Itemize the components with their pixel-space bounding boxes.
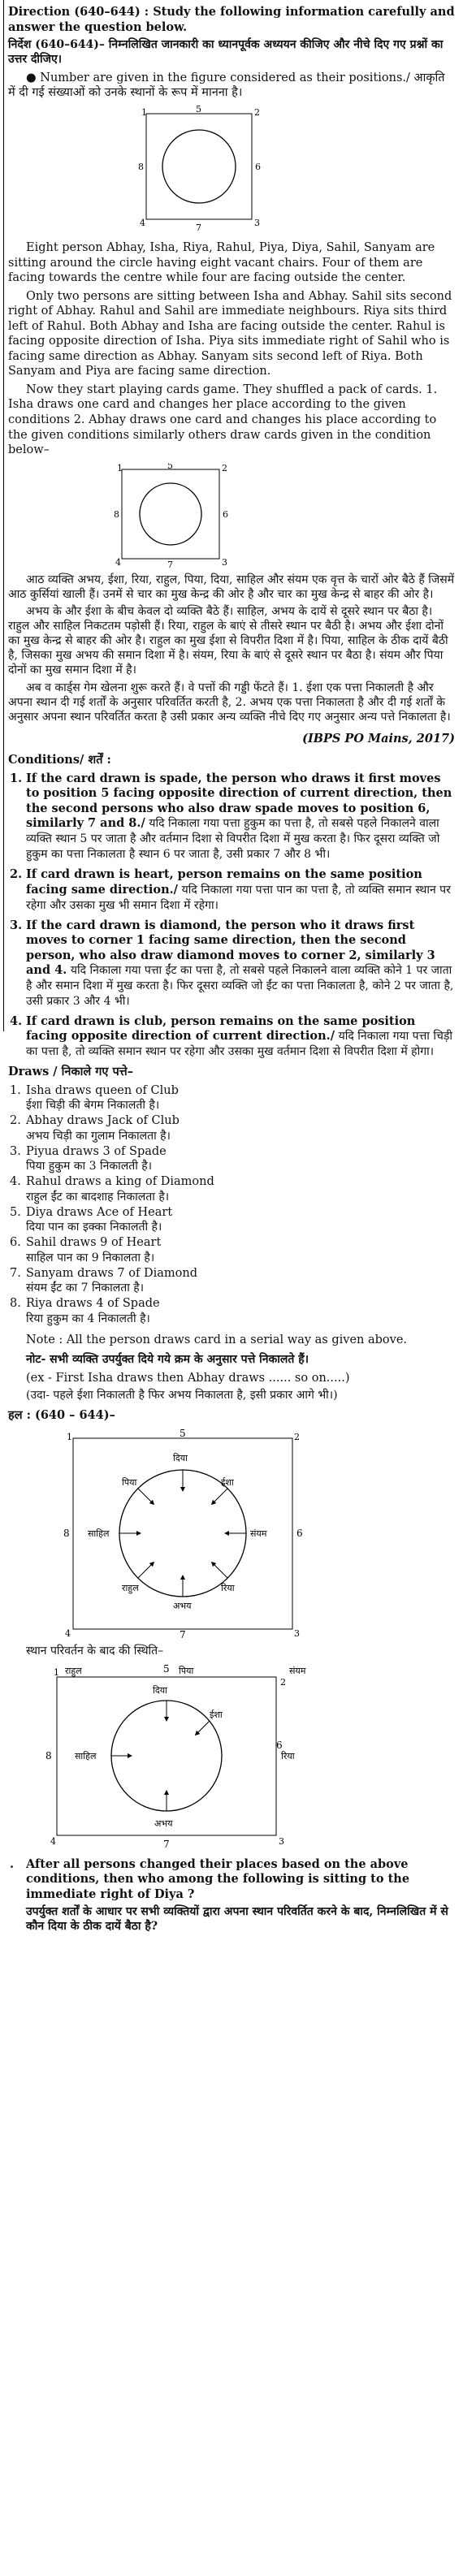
- fig2-label-1: 1: [117, 462, 123, 473]
- fig1-label-3: 3: [254, 218, 260, 228]
- fig2-label-7: 7: [167, 559, 173, 568]
- svg-text:1: 1: [67, 1431, 72, 1442]
- conditions-list: [8, 772, 455, 1060]
- svg-text:4: 4: [50, 1835, 56, 1847]
- draw-item: 8. Riya draws 4 of Spade रिया हुकुम का 4 निकालती है।: [10, 1296, 160, 1325]
- fig2-label-3: 3: [222, 556, 227, 568]
- direction-en: Direction (640–644) : Study the following information carefully and answer the question below.: [8, 5, 455, 34]
- example-en: (ex - First Isha draws then Abhay draws ...... so on.....): [26, 1371, 350, 1385]
- passage-en-3: Now they start playing cards game. They shuffled a pack of cards. 1. Isha draws one card and changes her place according to the given conditions 2. Abhay draws one card and changes his place according to the given conditions similarly others draw cards given in the condition below–: [8, 383, 438, 457]
- draw-item: 1. Isha draws queen of Club ईशा चिड़ी की बेगम निकालती है।: [10, 1083, 179, 1113]
- passage-hi-1: आठ व्यक्ति अभय, ईशा, रिया, राहुल, पिया, दिया, साहिल और संयम एक वृत्त के चारों ओर बैठे हैं जिसमें आठ कुर्सियां खाली हैं। उनमें से चार का मुख केन्द्र की ओर है और चार का मुख केन्द्र से बाहर की ओर है।: [8, 573, 455, 601]
- condition-item: 2. If card drawn is heart, person remains on the same position facing same direction./ यदि निकाला गया पत्ता पान का पत्ता है, तो व्यक्ति समान स्थान पर रहेगा और उसका मुख भी समान दिशा में रहेगा।: [10, 867, 451, 912]
- fig2-label-4: 4: [115, 556, 121, 568]
- fig1-label-7: 7: [196, 223, 201, 233]
- question-en: After all persons changed their places based on the above conditions, then who among the following is sitting to the immediate right of Diya ?: [26, 1856, 410, 1901]
- note-hi: नोट- सभी व्यक्ति उपर्युक्त दिये गये क्रम के अनुसार पत्ते निकालते हैं।: [26, 1352, 309, 1366]
- source-label: (IBPS PO Mains, 2017): [302, 731, 455, 746]
- final-arrangement-figure: [8, 1664, 455, 1851]
- svg-text:4: 4: [65, 1627, 71, 1639]
- svg-text:2: 2: [280, 1676, 286, 1688]
- condition-item: 4. If card drawn is club, person remains on the same position facing opposite direction of current direction./ यदि निकाला गया पत्ता चिड़ी का पत्ता है, तो व्यक्ति समान स्थान पर रहेगा और उसका मुख वर्तमान दिशा से विपरीत दिशा में होगा।: [10, 1014, 452, 1059]
- svg-text:5: 5: [180, 1428, 186, 1439]
- svg-text:1: 1: [54, 1666, 59, 1678]
- svg-text:6: 6: [296, 1527, 303, 1539]
- svg-text:3: 3: [294, 1627, 300, 1639]
- fig4-isha: ईशा: [210, 1709, 223, 1720]
- after-change-label: स्थान परिवर्तन के बाद की स्थिति–: [26, 1644, 164, 1658]
- fig1-label-6: 6: [255, 162, 261, 172]
- note-en: Note : All the person draws card in a serial way as given above.: [26, 1333, 408, 1347]
- fig3-isha: ईशा: [221, 1476, 234, 1488]
- fig3-piya: पिया: [122, 1476, 137, 1488]
- svg-text:7: 7: [180, 1628, 186, 1640]
- fig4-sanyam: संयम: [289, 1665, 306, 1676]
- passage-en-1: Eight person Abhay, Isha, Riya, Rahul, Piya, Diya, Sahil, Sanyam are sitting around the circle having eight vacant chairs. Four of them are facing towards the centre while four are facing outside the center.: [8, 241, 435, 285]
- fig2-label-8: 8: [114, 508, 119, 520]
- svg-text:8: 8: [63, 1527, 70, 1539]
- fig2-label-2: 2: [222, 462, 227, 473]
- example-hi: (उदा- पहले ईशा निकालती है फिर अभय निकालता है, इसी प्रकार आगे भी।): [26, 1389, 338, 1403]
- number-note: ● Number are given in the figure considered as their positions./ आकृति में दी गई संख्याओं को उनके स्थानों के रूप में मानना है।: [8, 71, 445, 100]
- draw-item: 4. Rahul draws a king of Diamond राहुल ईंट का बादशाह निकालता है।: [10, 1175, 214, 1204]
- fig4-sahil: साहिल: [75, 1750, 97, 1761]
- draw-item: 3. Piyua draws 3 of Spade पिया हुकुम का 3 निकालती है।: [10, 1144, 167, 1173]
- condition-item: 1. If the card drawn is spade, the person who draws it first moves to position 5 facing opposite direction of current direction, then the second persons who also draw spade moves to position 6, similarly 7 and 8./ यदि निकाला गया पत्ता हुकुम का पत्ता है, तो सबसे पहले निकालने वाला व्यक्ति स्थान 5 पर जाता है और वर्तमान दिशा से विपरीत दिशा में मुख करता है। फिर दूसरा व्यक्ति जो हुकुम का पत्ता निकालता है स्थान 6 पर जाता है, उसी प्रकार 7 और 8 भी।: [10, 771, 452, 862]
- draws-list: [8, 1083, 455, 1327]
- fig3-abhay: अभय: [173, 1600, 192, 1611]
- svg-text:3: 3: [279, 1835, 284, 1847]
- passage-en-2: Only two persons are sitting between Isha and Abhay. Sahil sits second right of Abhay. Rahul and Sahil are immediate neighbours. Riya sits third left of Rahul. Both Abhay and Isha are facing outside the center. Rahul is facing opposite direction of Isha. Piya sits immediate right of Sahil who is facing same direction as Abhay. Sanyam sits second left of Riya. Both Sanyam and Piya are facing same direction.: [8, 289, 452, 378]
- fig3-riya: रिया: [221, 1582, 235, 1593]
- draws-title: Draws / निकाले गए पत्ते–: [8, 1065, 133, 1079]
- fig4-abhay: अभय: [154, 1817, 173, 1829]
- solution-label: हल : (640 – 644)–: [8, 1408, 115, 1423]
- fig3-diya: दिया: [173, 1452, 188, 1463]
- question-hi: उपर्युक्त शर्तों के आधार पर सभी व्यक्तियों द्वारा अपना स्थान परिवर्तित करने के बाद, निम्नलिखित में से कौन दिया के ठीक दायें बैठा है?: [26, 1905, 448, 1934]
- draw-item: 6. Sahil draws 9 of Heart साहिल पान का 9 निकालता है।: [10, 1236, 162, 1264]
- draw-item: 7. Sanyam draws 7 of Diamond संयम ईंट का 7 निकालता है।: [10, 1266, 197, 1295]
- initial-arrangement-figure: [8, 1428, 455, 1640]
- fig3-sahil: साहिल: [88, 1528, 110, 1539]
- svg-text:6: 6: [276, 1739, 283, 1751]
- seating-figure-empty-2: [8, 463, 455, 568]
- fig2-label-6: 6: [223, 508, 228, 520]
- condition-item: 3. If the card drawn is diamond, the person who it draws first moves to corner 1 facing same direction, then the second person, who also draw diamond moves to corner 2, similarly 3 and 4. यदि निकाला गया पत्ता ईंट का पत्ता है, तो सबसे पहले निकालने वाला व्यक्ति कोने 1 पर जाता है और समान दिशा में मुख करता है। फिर दूसरा व्यक्ति जो ईंट का पत्ता निकालता है, कोने 2 पर जाता है, उसी प्रकार 3 और 4 भी।: [10, 918, 454, 1008]
- fig1-label-2: 2: [254, 107, 260, 118]
- draw-item: 2. Abhay draws Jack of Club अभय चिड़ी का गुलाम निकालता है।: [10, 1114, 180, 1143]
- direction-hi: निर्देश (640–644)– निम्नलिखित जानकारी का ध्यानपूर्वक अध्ययन कीजिए और नीचे दिए गए प्रश्नों का उत्तर दीजिए।: [8, 38, 444, 66]
- margin-rule: [3, 0, 4, 1031]
- question-block: . After all persons changed their places based on the above conditions, then who among the following is sitting to the immediate right of Diya ? उपर्युक्त शर्तों के आधार पर सभी व्यक्तियों द्वारा अपना स्थान परिवर्तित करने के बाद, निम्नलिखित में से कौन दिया के ठीक दायें बैठा है?: [8, 1857, 455, 1934]
- svg-text:2: 2: [294, 1431, 300, 1442]
- svg-text:8: 8: [45, 1749, 52, 1761]
- fig3-sanyam: संयम: [250, 1528, 267, 1539]
- fig2-label-5: 5: [167, 462, 173, 471]
- fig1-label-4: 4: [140, 218, 145, 228]
- fig1-label-5: 5: [196, 106, 201, 115]
- draw-item: 5. Diya draws Ace of Heart दिया पान का इक्का निकालती है।: [10, 1205, 173, 1234]
- fig4-riya: रिया: [281, 1750, 295, 1761]
- svg-text:5: 5: [163, 1663, 170, 1675]
- fig1-label-1: 1: [141, 107, 147, 118]
- conditions-title: Conditions/ शर्तें :: [8, 753, 111, 767]
- fig4-rahul: राहुल: [65, 1665, 82, 1676]
- seating-figure-empty-1: [8, 106, 455, 236]
- passage-hi-3: अब व कार्ड्स गेम खेलना शुरू करते हैं। वे पत्तों की गड्डी फेंटते हैं। 1. ईशा एक पत्ता निकालती है और अपना स्थान दी गई शर्तों के अनुसार परिवर्तित करती है, 2. अभय एक पत्ता निकालता है और दी गई शर्तों के अनुसार अपना स्थान परिवर्तित करता है उसी प्रकार अन्य व्यक्ति नीचे दिए गए अनुसार अन्य पत्ते निकालता है।: [8, 681, 451, 724]
- svg-text:7: 7: [163, 1838, 170, 1850]
- fig3-rahul: राहुल: [122, 1582, 139, 1593]
- fig1-label-8: 8: [138, 162, 144, 172]
- fig4-piya: पिया: [179, 1665, 194, 1676]
- passage-hi-2: अभय के और ईशा के बीच केवल दो व्यक्ति बैठे हैं। साहिल, अभय के दायें से दूसरे स्थान पर बैठा है। राहुल और साहिल निकटतम पड़ोसी हैं। रिया, राहुल के बाएं से तीसरे स्थान पर बैठी है। अभय और ईशा दोनों का मुख केन्द्र से बाहर की ओर है। राहुल का मुख ईशा से विपरीत दिशा में है। पिया, साहिल के ठीक दायें बैठी है, जिसका मुख अभय की समान दिशा में है। संयम, रिया के बाएं से दूसरे स्थान पर बैठा है। संयम और पिया दोनों का मुख समान दिशा में है।: [8, 605, 448, 677]
- fig4-diya: दिया: [153, 1684, 167, 1696]
